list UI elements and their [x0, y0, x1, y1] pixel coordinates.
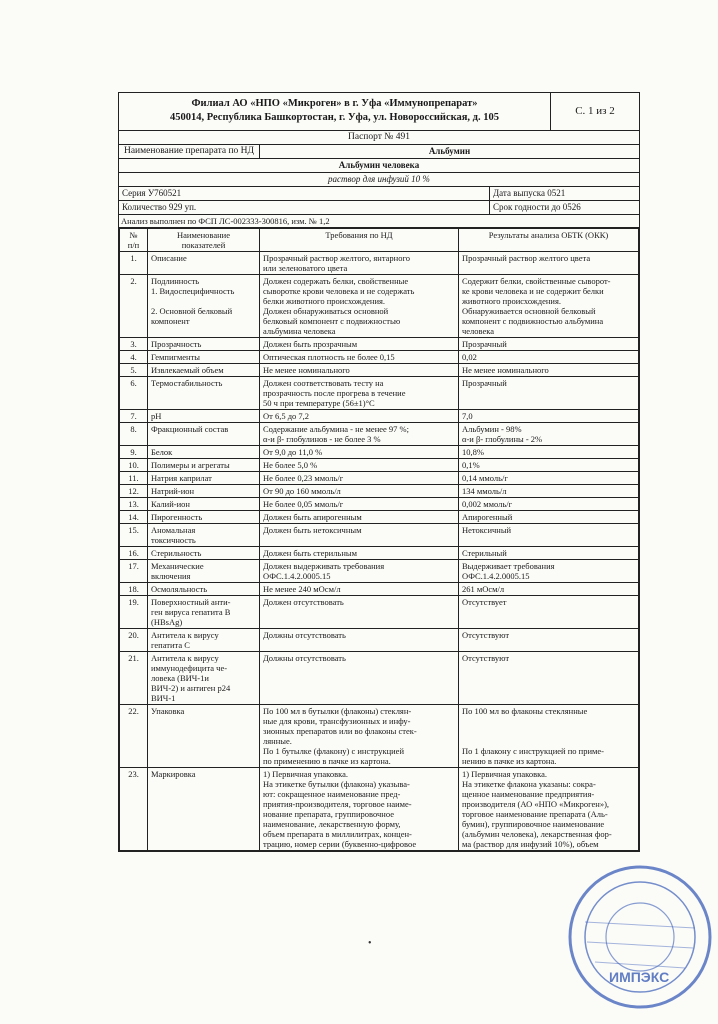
row-requirement: Должен быть прозрачным	[260, 338, 459, 351]
results-table	[119, 228, 639, 851]
table-row	[120, 423, 639, 446]
row-result: 134 ммоль/л	[459, 485, 639, 498]
row-indicator: Натрий-ион	[148, 485, 260, 498]
table-row	[120, 410, 639, 423]
row-indicator: Осмоляльность	[148, 583, 260, 596]
table-row	[120, 768, 639, 851]
row-indicator: Прозрачность	[148, 338, 260, 351]
row-result: Отсутствуют	[459, 629, 639, 652]
row-number: 9.	[120, 446, 148, 459]
col-header-number: № п/п	[120, 229, 148, 252]
row-result: Выдерживает требования ОФС.1.4.2.0005.15	[459, 560, 639, 583]
row-number: 16.	[120, 547, 148, 560]
row-number: 13.	[120, 498, 148, 511]
row-result: Отсутствуют	[459, 652, 639, 705]
row-requirement: Содержание альбумина - не менее 97 %; α-и β- глобулинов - не более 3 %	[260, 423, 459, 446]
quantity: Количество 929 уп.	[119, 201, 490, 214]
row-indicator: Гемпигменты	[148, 351, 260, 364]
row-number: 20.	[120, 629, 148, 652]
table-row	[120, 596, 639, 629]
row-number: 14.	[120, 511, 148, 524]
document-sheet	[118, 92, 640, 852]
row-number: 1.	[120, 252, 148, 275]
table-row	[120, 629, 639, 652]
row-requirement: Должен быть апирогенным	[260, 511, 459, 524]
table-row	[120, 351, 639, 364]
col-header-results: Результаты анализа ОБТК (ОКК)	[459, 229, 639, 252]
row-number: 17.	[120, 560, 148, 583]
row-indicator: Механические включения	[148, 560, 260, 583]
table-body	[120, 252, 639, 851]
company-stamp	[565, 862, 715, 1012]
row-indicator: Стерильность	[148, 547, 260, 560]
row-indicator: Натрия каприлат	[148, 472, 260, 485]
row-result: Альбумин - 98% α-и β- глобулины - 2%	[459, 423, 639, 446]
row-result: Нетоксичный	[459, 524, 639, 547]
row-requirement: По 100 мл в бутылки (флаконы) стеклян- ные для крови, трансфузионных и инфу- зионных препаратов или во флаконы стек- лянные. По 1 бутылке (флакону) с инструкцией по применению в пачке из картона.	[260, 705, 459, 768]
drug-name-label: Наименование препарата по НД	[119, 145, 260, 158]
row-number: 23.	[120, 768, 148, 851]
row-number: 18.	[120, 583, 148, 596]
row-requirement: Не более 0,05 ммоль/г	[260, 498, 459, 511]
row-indicator: Поверхностный анти- ген вируса гепатита В (HBsAg)	[148, 596, 260, 629]
table-row	[120, 485, 639, 498]
organization-name: Филиал АО «НПО «Микроген» в г. Уфа «Иммунопрепарат»	[191, 98, 478, 109]
table-row	[120, 547, 639, 560]
row-indicator: Аномальная токсичность	[148, 524, 260, 547]
passport-number: Паспорт № 491	[119, 131, 639, 145]
row-number: 21.	[120, 652, 148, 705]
row-number: 5.	[120, 364, 148, 377]
row-requirement: Не более 5,0 %	[260, 459, 459, 472]
row-indicator: Полимеры и агрегаты	[148, 459, 260, 472]
row-result: 7,0	[459, 410, 639, 423]
row-result: 0,002 ммоль/г	[459, 498, 639, 511]
col-header-indicator: Наименование показателей	[148, 229, 260, 252]
row-requirement: От 90 до 160 ммоль/л	[260, 485, 459, 498]
row-number: 12.	[120, 485, 148, 498]
table-row	[120, 459, 639, 472]
row-requirement: Не более 0,23 ммоль/г	[260, 472, 459, 485]
row-requirement: От 9,0 до 11,0 %	[260, 446, 459, 459]
series-number: Серия У760521	[119, 187, 490, 200]
analysis-note: Анализ выполнен по ФСП ЛС-002333-300816, изм. № 1,2	[119, 215, 639, 228]
table-row	[120, 498, 639, 511]
release-date: Дата выпуска 0521	[493, 188, 566, 198]
row-requirement: Должен быть нетоксичным	[260, 524, 459, 547]
expiry-date: Срок годности до 0526	[493, 202, 581, 212]
row-indicator: Антитела к вирусу гепатита С	[148, 629, 260, 652]
row-indicator: Антитела к вирусу иммунодефицита че- ловека (ВИЧ-1и ВИЧ-2) и антиген р24 ВИЧ-1	[148, 652, 260, 705]
row-requirement: Должен содержать белки, свойственные сыворотке крови человека и не содержать белки животного происхождения. Должен обнаруживаться основной белковый компонент с подвижностью альбумина человека	[260, 275, 459, 338]
row-result: Апирогенный	[459, 511, 639, 524]
row-result: 10,8%	[459, 446, 639, 459]
row-indicator: Калий-ион	[148, 498, 260, 511]
row-requirement: От 6,5 до 7,2	[260, 410, 459, 423]
row-result: 1) Первичная упаковка. На этикетке флакона указаны: сокра- щенное наименование предприятия- производителя (АО «НПО «Микроген»), торговое наименование препарата (Аль- бумин), группировочное наименование (альбумин человека), лекарственная фор- ма (раствор для инфузий 10%), объем	[459, 768, 639, 851]
row-indicator: Фракционный состав	[148, 423, 260, 446]
row-number: 11.	[120, 472, 148, 485]
row-indicator: Термостабильность	[148, 377, 260, 410]
row-result: 0,02	[459, 351, 639, 364]
row-number: 22.	[120, 705, 148, 768]
drug-name-row	[119, 145, 639, 159]
row-requirement: Оптическая плотность не более 0,15	[260, 351, 459, 364]
row-result: Прозрачный раствор желтого цвета	[459, 252, 639, 275]
page-mark: •	[368, 938, 372, 949]
organization-block	[119, 93, 551, 130]
row-number: 8.	[120, 423, 148, 446]
row-result: Содержит белки, свойственные сыворот- ке крови человека и не содержит белки животного происхождения. Обнаруживается основной белковый компонент с подвижностью альбумина человека	[459, 275, 639, 338]
row-indicator: Пирогенность	[148, 511, 260, 524]
page-indicator: С. 1 из 2	[575, 105, 615, 117]
row-requirement: Должны отсутствовать	[260, 629, 459, 652]
table-row	[120, 652, 639, 705]
table-row	[120, 377, 639, 410]
row-number: 19.	[120, 596, 148, 629]
row-result: Не менее номинального	[459, 364, 639, 377]
row-requirement: Должен выдерживать требования ОФС.1.4.2.0005.15	[260, 560, 459, 583]
row-result: 261 мОсм/л	[459, 583, 639, 596]
organization-address: 450014, Республика Башкортостан, г. Уфа, ул. Новороссийская, д. 105	[169, 112, 499, 123]
row-result: Прозрачный	[459, 377, 639, 410]
row-requirement: Прозрачный раствор желтого, янтарного или зеленоватого цвета	[260, 252, 459, 275]
row-requirement: Должен отсутствовать	[260, 596, 459, 629]
row-requirement: Должен соответствовать тесту на прозрачность после прогрева в течение 50 ч при температуре (56±1)°С	[260, 377, 459, 410]
row-result: По 100 мл во флаконы стеклянные По 1 флакону с инструкцией по приме- нению в пачке из картона.	[459, 705, 639, 768]
row-requirement: Не менее номинального	[260, 364, 459, 377]
row-requirement: Должен быть стерильным	[260, 547, 459, 560]
drug-full-name: Альбумин человека	[119, 159, 639, 173]
row-number: 15.	[120, 524, 148, 547]
stamp-label: ИМПЭКС	[609, 969, 670, 985]
table-row	[120, 524, 639, 547]
row-result: Прозрачный	[459, 338, 639, 351]
table-row	[120, 472, 639, 485]
row-indicator: Подлинность 1. Видоспецифичность 2. Основной белковый компонент	[148, 275, 260, 338]
row-result: 0,1%	[459, 459, 639, 472]
document-header	[119, 93, 639, 131]
quantity-row	[119, 201, 639, 215]
row-number: 4.	[120, 351, 148, 364]
table-header-row	[120, 229, 639, 252]
row-number: 3.	[120, 338, 148, 351]
table-row	[120, 583, 639, 596]
row-number: 2.	[120, 275, 148, 338]
row-indicator: Описание	[148, 252, 260, 275]
table-row	[120, 252, 639, 275]
table-row	[120, 338, 639, 351]
row-indicator: Маркировка	[148, 768, 260, 851]
row-result: Отсутствует	[459, 596, 639, 629]
row-requirement: Должны отсутствовать	[260, 652, 459, 705]
row-result: Стерильный	[459, 547, 639, 560]
col-header-requirements: Требования по НД	[260, 229, 459, 252]
table-row	[120, 560, 639, 583]
series-row	[119, 187, 639, 201]
row-number: 10.	[120, 459, 148, 472]
row-indicator: Упаковка	[148, 705, 260, 768]
row-number: 7.	[120, 410, 148, 423]
table-row	[120, 364, 639, 377]
row-indicator: Извлекаемый объем	[148, 364, 260, 377]
row-requirement: Не менее 240 мОсм/л	[260, 583, 459, 596]
row-indicator: Белок	[148, 446, 260, 459]
row-number: 6.	[120, 377, 148, 410]
row-requirement: 1) Первичная упаковка. На этикетке бутылки (флакона) указыва- ют: сокращенное наименование пред- приятия-производителя, торговое наиме- нование препарата, группировочное наименование, лекарственную форму, объем препарата в миллилитрах, концен- трацию, номер серии (буквенно-цифровое	[260, 768, 459, 851]
row-result: 0,14 ммоль/г	[459, 472, 639, 485]
table-row	[120, 705, 639, 768]
drug-form: раствор для инфузий 10 %	[119, 173, 639, 187]
row-indicator: рН	[148, 410, 260, 423]
table-row	[120, 446, 639, 459]
drug-name: Альбумин	[428, 146, 471, 156]
table-row	[120, 275, 639, 338]
table-row	[120, 511, 639, 524]
